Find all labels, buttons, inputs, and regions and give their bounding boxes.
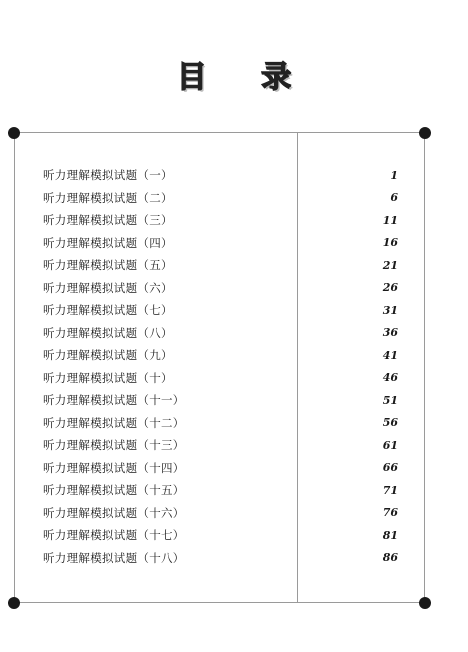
toc-entry-title: 听力理解模拟试题（九） xyxy=(43,348,173,363)
corner-dot-top-left xyxy=(8,127,20,139)
toc-entry-title: 听力理解模拟试题（五） xyxy=(43,258,173,273)
toc-entry-page: 41 xyxy=(382,348,398,362)
toc-entry-title: 听力理解模拟试题（四） xyxy=(43,235,173,250)
toc-entry-title: 听力理解模拟试题（三） xyxy=(43,213,173,228)
toc-entry[interactable] xyxy=(43,502,398,525)
toc-entry-page: 56 xyxy=(382,416,398,430)
toc-entry-title: 听力理解模拟试题（十三） xyxy=(43,438,185,453)
toc-entry-page: 16 xyxy=(382,236,398,250)
toc-entry[interactable] xyxy=(43,547,398,570)
toc-entry-page: 21 xyxy=(382,258,398,272)
toc-entry[interactable] xyxy=(43,389,398,412)
toc-entry[interactable] xyxy=(43,344,398,367)
toc-entry-page: 66 xyxy=(382,461,398,475)
toc-entry[interactable] xyxy=(43,299,398,322)
toc-entry-page: 36 xyxy=(382,326,398,340)
toc-entry[interactable] xyxy=(43,479,398,502)
toc-entry[interactable] xyxy=(43,187,398,210)
toc-entry-page: 6 xyxy=(390,191,398,205)
toc-entry-title: 听力理解模拟试题（十二） xyxy=(43,415,185,430)
toc-entry[interactable] xyxy=(43,322,398,345)
toc-entry-title: 听力理解模拟试题（十七） xyxy=(43,528,185,543)
toc-entry[interactable] xyxy=(43,524,398,547)
toc-entry-title: 听力理解模拟试题（二） xyxy=(43,190,173,205)
toc-entry-title: 听力理解模拟试题（十四） xyxy=(43,460,185,475)
toc-entry[interactable] xyxy=(43,254,398,277)
toc-entry-page: 61 xyxy=(382,438,398,452)
toc-entry-page: 11 xyxy=(382,213,398,227)
toc-entry-title: 听力理解模拟试题（十五） xyxy=(43,483,185,498)
page-title: 目 录 xyxy=(176,60,314,95)
toc-entry-page: 71 xyxy=(382,483,398,497)
toc-entry[interactable] xyxy=(43,434,398,457)
toc-entry-page: 46 xyxy=(382,371,398,385)
toc-entry-page: 1 xyxy=(390,168,398,182)
toc-entry[interactable] xyxy=(43,232,398,255)
corner-dot-bottom-left xyxy=(8,597,20,609)
toc-entry-title: 听力理解模拟试题（一） xyxy=(43,168,173,183)
toc-entry-page: 31 xyxy=(382,303,398,317)
toc-entry[interactable] xyxy=(43,412,398,435)
toc-entry-title: 听力理解模拟试题（七） xyxy=(43,303,173,318)
toc-entry-page: 81 xyxy=(382,528,398,542)
toc-entry[interactable] xyxy=(43,209,398,232)
toc-entry[interactable] xyxy=(43,457,398,480)
toc-entry-title: 听力理解模拟试题（六） xyxy=(43,280,173,295)
toc-entry-title: 听力理解模拟试题（十八） xyxy=(43,550,185,565)
toc-list xyxy=(43,164,398,569)
toc-entry[interactable] xyxy=(43,277,398,300)
corner-dot-bottom-right xyxy=(419,597,431,609)
toc-entry[interactable] xyxy=(43,367,398,390)
toc-entry-title: 听力理解模拟试题（十） xyxy=(43,370,173,385)
toc-entry-page: 26 xyxy=(382,281,398,295)
toc-entry-title: 听力理解模拟试题（十一） xyxy=(43,393,185,408)
toc-entry-page: 76 xyxy=(382,506,398,520)
toc-entry-title: 听力理解模拟试题（八） xyxy=(43,325,173,340)
corner-dot-top-right xyxy=(419,127,431,139)
toc-entry-page: 86 xyxy=(382,551,398,565)
toc-entry-title: 听力理解模拟试题（十六） xyxy=(43,505,185,520)
toc-entry[interactable] xyxy=(43,164,398,187)
toc-entry-page: 51 xyxy=(382,393,398,407)
